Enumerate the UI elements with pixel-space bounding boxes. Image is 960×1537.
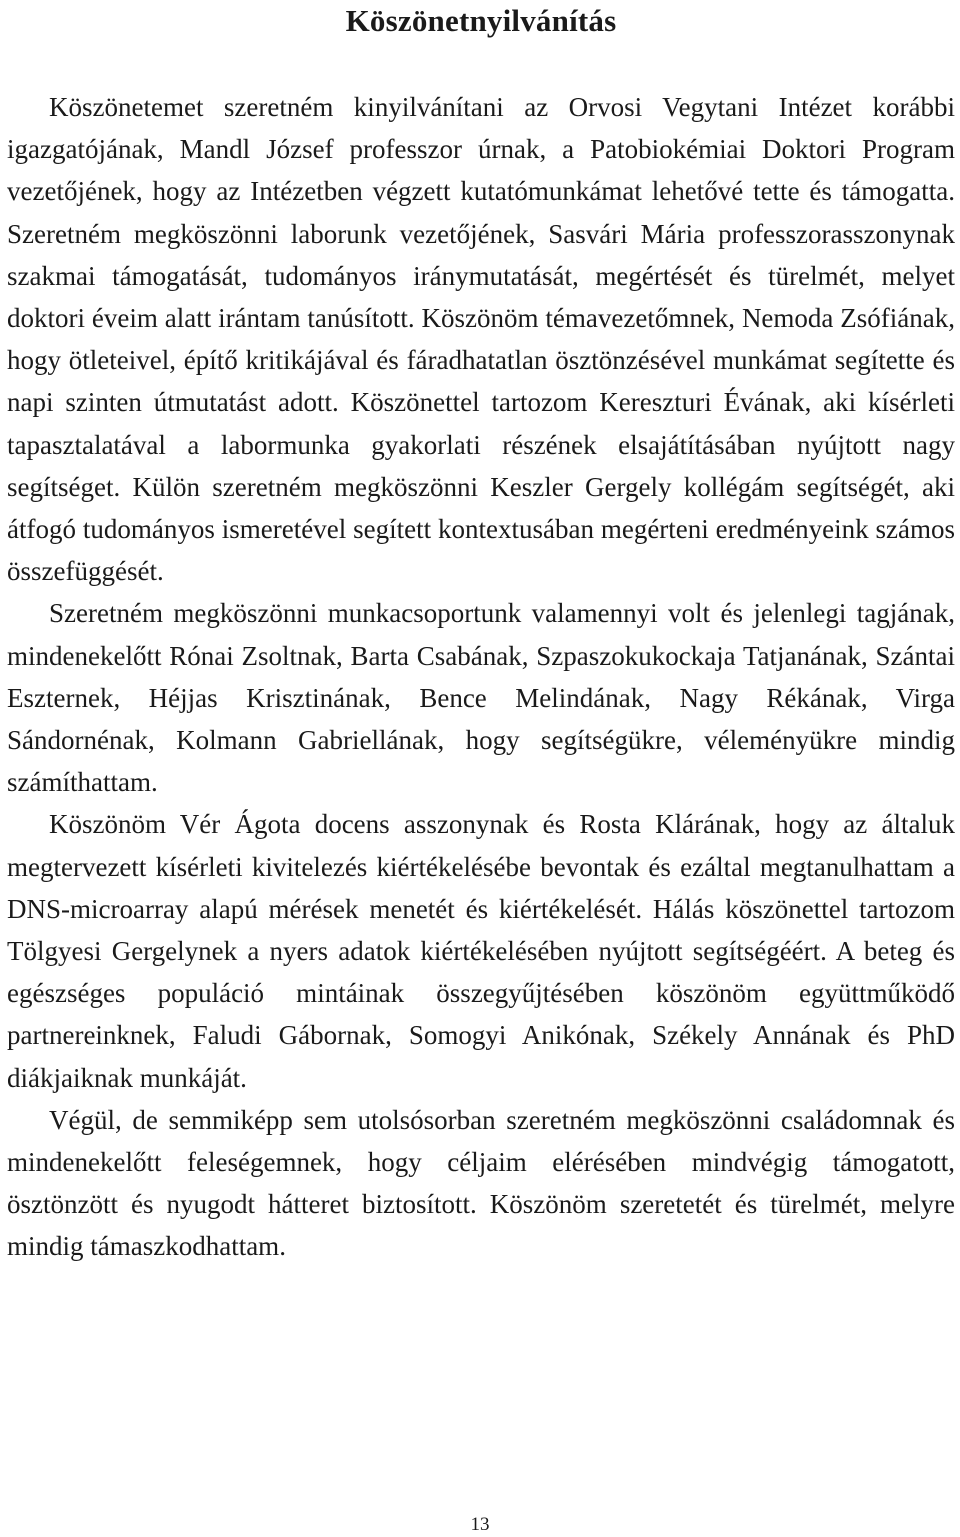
paragraph-3: Köszönöm Vér Ágota docens asszonynak és Rosta Klárának, hogy az általuk megtervezett kísérleti kivitelezés kiértékelésébe bevontak és ezáltal megtanulhattam a DNS-microarray alapú mérések menetét és kiértékelését. Hálás köszönettel tartozom Tölgyesi Gergelynek a nyers adatok kiértékelésében nyújtott segítségéért. A beteg és egészséges populáció mintáinak összegyűjtésében köszönöm együttműködő partnereinknek, Faludi Gábornak, Somogyi Anikónak, Székely Annának és PhD diákjaiknak munkáját. <box>7 809 955 1093</box>
paragraph-2: Szeretném megköszönni munkacsoportunk valamennyi volt és jelenlegi tagjának, mindenekelőtt Rónai Zsoltnak, Barta Csabának, Szpaszokukockaja Tatjanának, Szántai Eszternek, Héjjas Krisztinának, Bence Melindának, Nagy Rékának, Virga Sándornénak, Kolmann Gabriellának, hogy segítségükre, véleményükre mindig számíthattam. <box>7 598 955 798</box>
page-title: Köszönetnyilvánítás <box>345 3 617 38</box>
page-number: 13 <box>470 1514 490 1535</box>
document-page <box>7 0 955 1268</box>
paragraph-4: Végül, de semmiképp sem utolsósorban szeretném megköszönni családomnak és mindenekelőtt feleségemnek, hogy céljaim elérésében mindvégig támogatott, ösztönzött és nyugodt hátteret biztosított. Köszönöm szeretetét és türelmét, melyre mindig támaszkodhattam. <box>7 1104 955 1262</box>
paragraph-1: Köszönetemet szeretném kinyilvánítani az Orvosi Vegytani Intézet korábbi igazgatójának, Mandl József professzor úrnak, a Patobiokémiai Doktori Program vezetőjének, hogy az Intézetben végzett kutatómunkámat lehetővé tette és támogatta. Szeretném megköszönni laborunk vezetőjének, Sasvári Mária professzorasszonynak szakmai támogatását, tudományos iránymutatását, megértését és türelmét, melyet doktori éveim alatt irántam tanúsított. Köszönöm témavezetőmnek, Nemoda Zsófiának, hogy ötleteivel, építő kritikájával és fáradhatatlan ösztönzésével munkámat segítette és napi szinten útmutatást adott. Köszönettel tartozom Kereszturi Évának, aki kísérleti tapasztalatával a labormunka gyakorlati részének elsajátításában nyújtott nagy segítséget. Külön szeretném megköszönni Keszler Gergely kollégám segítségét, aki átfogó tudományos ismeretével segített kontextusában megérteni eredményeink számos összefüggését. <box>7 92 955 587</box>
